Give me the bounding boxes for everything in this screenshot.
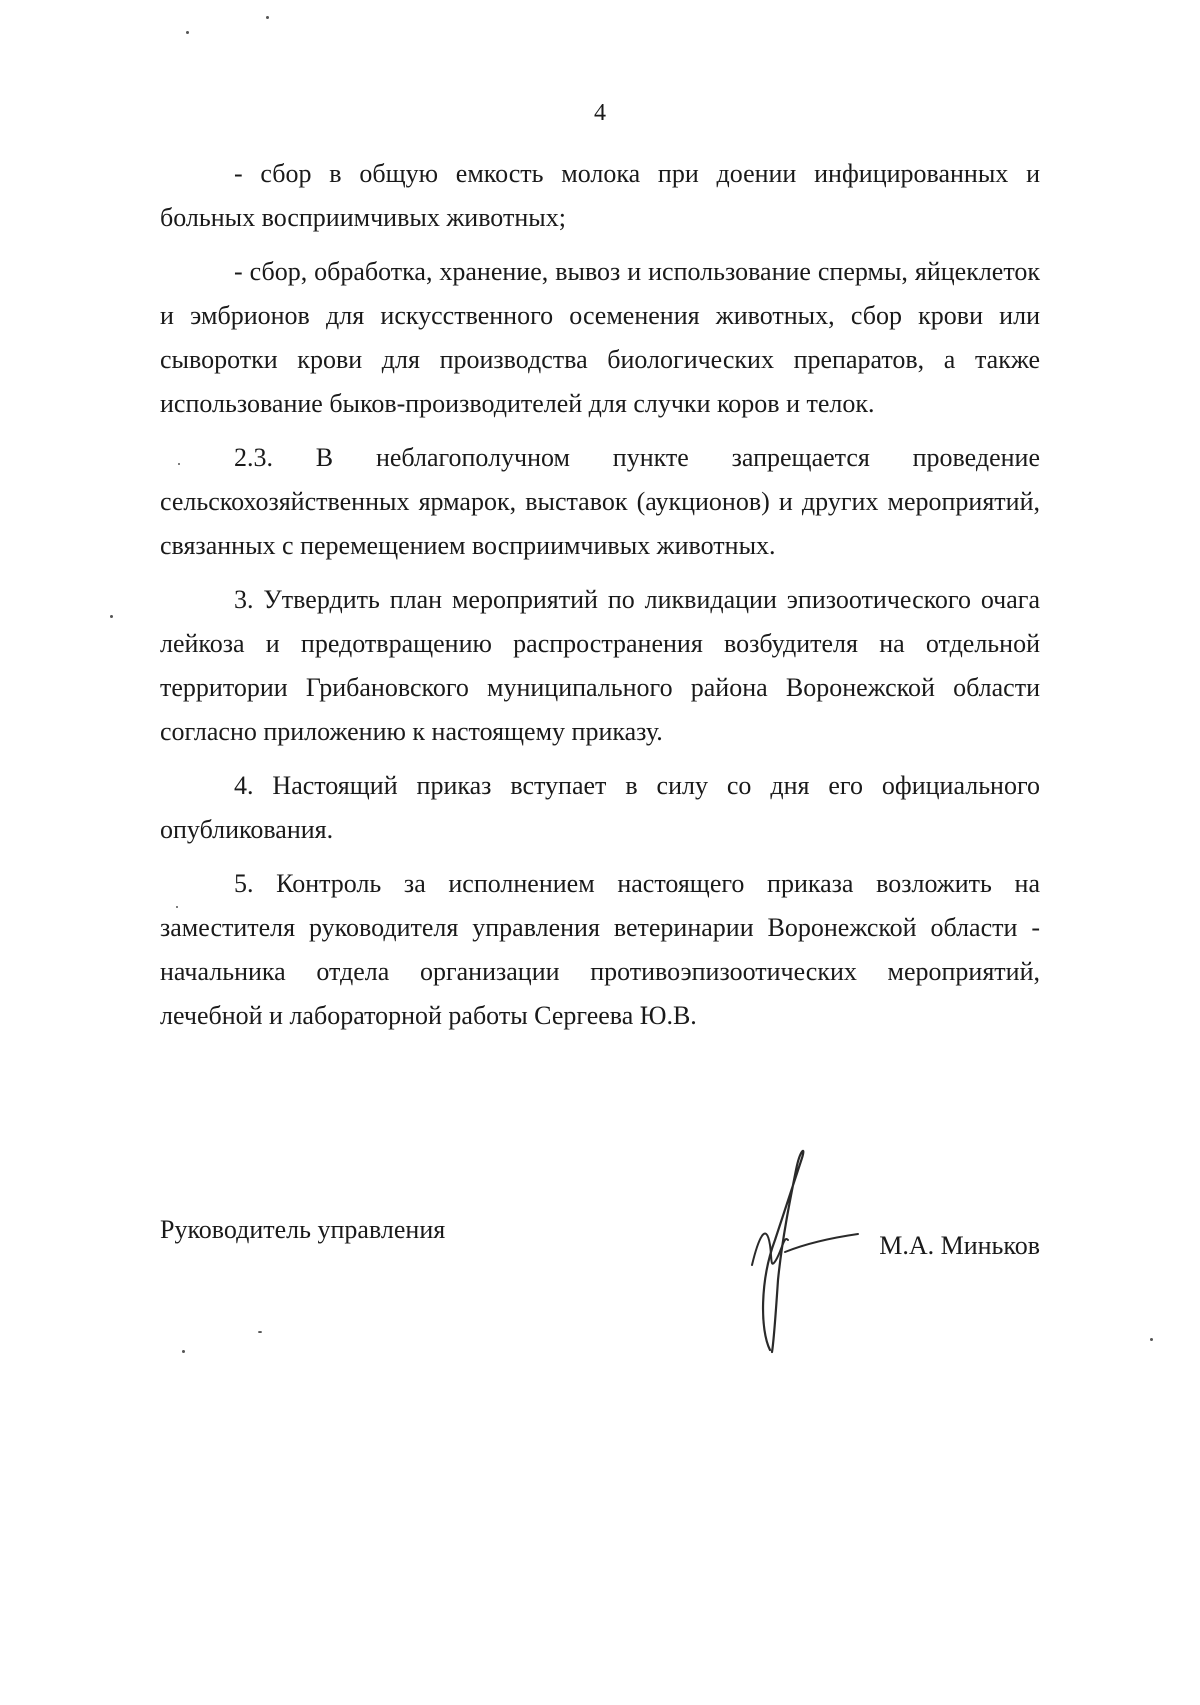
scan-speck <box>258 1331 262 1333</box>
handwritten-signature <box>730 1140 870 1360</box>
paragraph-semen-collection: - сбор, обработка, хранение, вывоз и использование спермы, яйцеклеток и эмбрионов для искусственного осеменения животных, сбор крови или сыворотки крови для производства биологических препаратов, а также использование быков-производителей для случки коров и телок. <box>160 257 1040 418</box>
scan-speck <box>186 31 189 34</box>
scan-speck <box>110 615 113 618</box>
signatory-name: М.А. Миньков <box>879 1231 1040 1260</box>
signature-block <box>160 1215 1040 1275</box>
paragraph-4-effective-date: 4. Настоящий приказ вступает в силу со дня его официального опубликования. <box>160 771 1040 844</box>
signatory-position: Руководитель управления <box>160 1215 446 1244</box>
page-number: 4 <box>594 100 606 126</box>
paragraph-2-3-fairs-prohibition: 2.3. В неблагополучном пункте запрещается проведение сельскохозяйственных ярмарок, выставок (аукционов) и других мероприятий, связанных с перемещением восприимчивых животных. <box>160 443 1040 560</box>
scan-speck <box>178 463 180 465</box>
scan-speck <box>1150 1338 1153 1341</box>
paragraph-5-control: 5. Контроль за исполнением настоящего приказа возложить на заместителя руководителя управления ветеринарии Воронежской области - начальника отдела организации противоэпизоотических мероприятий, лечебной и лабораторной работы Сергеева Ю.В. <box>160 869 1040 1030</box>
paragraph-3-approve-plan: 3. Утвердить план мероприятий по ликвидации эпизоотического очага лейкоза и предотвращению распространения возбудителя на отдельной территории Грибановского муниципального района Воронежской области согласно приложению к настоящему приказу. <box>160 585 1040 746</box>
scan-speck <box>182 1350 185 1353</box>
scan-speck <box>266 16 269 19</box>
scan-speck <box>176 906 178 908</box>
paragraph-milk-collection: - сбор в общую емкость молока при доении инфицированных и больных восприимчивых животных; <box>160 159 1040 232</box>
document-body <box>160 152 1040 1048</box>
